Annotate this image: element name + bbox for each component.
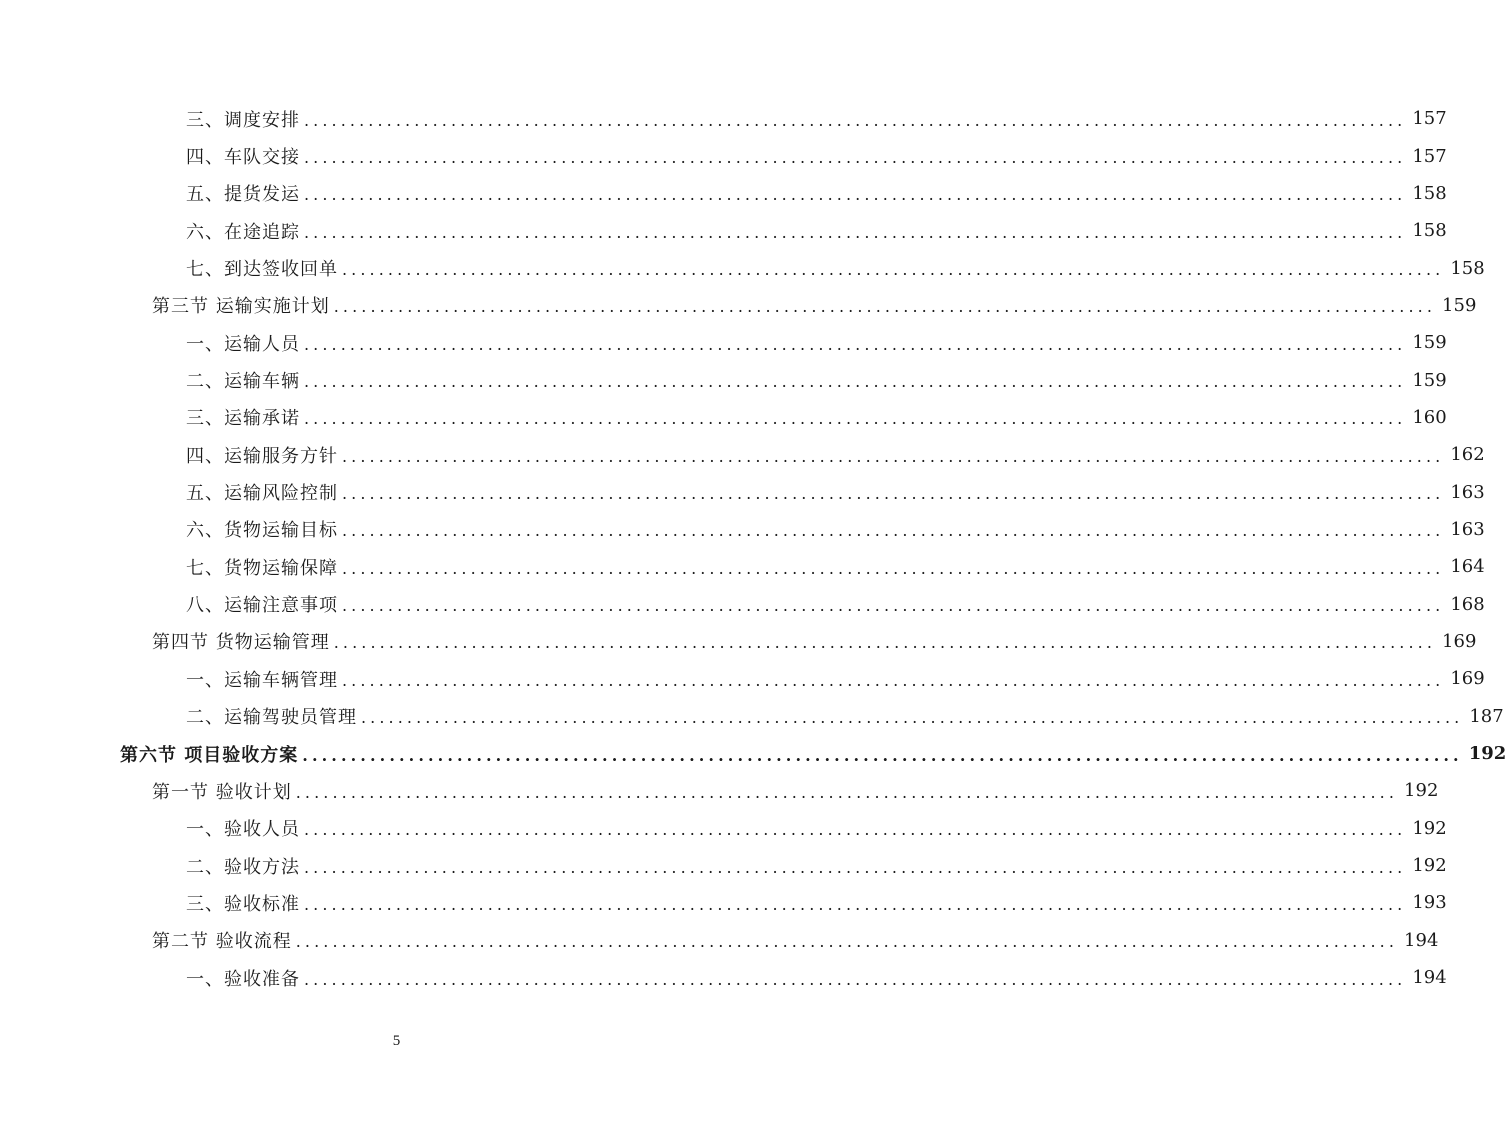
toc-entry-page: 192 <box>1412 817 1447 839</box>
toc-entry-title: 五、运输风险控制 <box>186 483 338 505</box>
toc-entry[interactable] <box>0 735 1506 772</box>
toc-dot-leader: ........................................................................................................................ <box>342 446 1445 466</box>
toc-entry-title: 七、货物运输保障 <box>186 557 338 579</box>
toc-entry[interactable] <box>0 585 1485 622</box>
toc-dot-leader: ........................................................................................................................ <box>304 148 1407 168</box>
toc-dot-leader: ........................................................................................................................ <box>342 484 1445 504</box>
toc-entry[interactable] <box>0 922 1439 959</box>
toc-dot-leader: ........................................................................................................................ <box>361 708 1464 728</box>
toc-entry-title: 三、运输承诺 <box>186 408 300 430</box>
toc-dot-leader: ........................................................................................................................ <box>295 782 1399 802</box>
toc-dot-leader: ........................................................................................................................ <box>304 894 1407 914</box>
toc-entry-page: 157 <box>1412 145 1447 167</box>
toc-entry-page: 162 <box>1450 444 1485 466</box>
toc-entry[interactable] <box>0 511 1485 548</box>
toc-entry-page: 159 <box>1412 332 1447 354</box>
toc-entry-title: 六、在途追踪 <box>186 221 300 243</box>
toc-entry[interactable] <box>0 660 1485 697</box>
toc-entry-title: 一、运输人员 <box>186 333 300 355</box>
toc-entry-title: 三、验收标准 <box>186 893 300 915</box>
toc-entry-title: 一、运输车辆管理 <box>186 669 338 691</box>
toc-dot-leader: ........................................................................................................................ <box>304 334 1407 354</box>
toc-entry-page: 160 <box>1412 406 1447 428</box>
toc-dot-leader: ........................................................................................................................ <box>295 932 1399 952</box>
toc-entry[interactable] <box>0 361 1447 398</box>
toc-entry[interactable] <box>0 249 1485 286</box>
toc-entry[interactable] <box>0 623 1477 660</box>
toc-entry-title: 第四节 货物运输管理 <box>152 632 330 654</box>
toc-entry[interactable] <box>0 847 1447 884</box>
toc-entry-title: 四、运输服务方针 <box>186 445 338 467</box>
toc-entry-title: 四、车队交接 <box>186 147 300 169</box>
toc-dot-leader: ........................................................................................................................ <box>342 670 1445 690</box>
toc-entry-title: 第六节 项目验收方案 <box>120 744 299 766</box>
toc-entry-page: 169 <box>1442 630 1477 652</box>
toc-entry[interactable] <box>0 810 1447 847</box>
toc-entry-title: 一、验收人员 <box>186 819 300 841</box>
toc-entry-page: 168 <box>1450 593 1485 615</box>
toc-dot-leader: ........................................................................................................................ <box>304 820 1407 840</box>
toc-entry-page: 164 <box>1450 556 1485 578</box>
toc-entry[interactable] <box>0 473 1485 510</box>
page-number: 5 <box>392 1033 401 1049</box>
toc-dot-leader: ........................................................................................................................ <box>302 745 1463 765</box>
toc-entry-title: 第二节 验收流程 <box>152 931 292 953</box>
toc-entry-title: 六、货物运输目标 <box>186 520 338 542</box>
toc-entry-page: 157 <box>1412 108 1447 130</box>
toc-entry-page: 159 <box>1442 294 1477 316</box>
toc-entry[interactable] <box>0 698 1504 735</box>
toc-dot-leader: ........................................................................................................................ <box>342 521 1445 541</box>
toc-entry-page: 159 <box>1412 369 1447 391</box>
toc-entry-page: 158 <box>1412 182 1447 204</box>
toc-dot-leader: ........................................................................................................................ <box>304 222 1407 242</box>
toc-entry[interactable] <box>0 884 1447 921</box>
toc-entry[interactable] <box>0 175 1447 212</box>
toc-entry-title: 一、验收准备 <box>186 968 300 990</box>
toc-entry-page: 187 <box>1469 705 1504 727</box>
toc-dot-leader: ........................................................................................................................ <box>333 297 1437 317</box>
toc-entry-title: 二、运输车辆 <box>186 371 300 393</box>
toc-dot-leader: ........................................................................................................................ <box>304 409 1407 429</box>
toc-entry-page: 163 <box>1450 481 1485 503</box>
toc-entry[interactable] <box>0 287 1477 324</box>
toc-entry-page: 158 <box>1412 220 1447 242</box>
toc-entry-page: 194 <box>1412 967 1447 989</box>
toc-entry-title: 七、到达签收回单 <box>186 259 338 281</box>
toc-entry[interactable] <box>0 548 1485 585</box>
toc-entry-page: 194 <box>1404 929 1439 951</box>
toc-entry-page: 192 <box>1412 855 1447 877</box>
toc-entry[interactable] <box>0 137 1447 174</box>
toc-dot-leader: ........................................................................................................................ <box>304 185 1407 205</box>
toc-entry-title: 二、运输驾驶员管理 <box>186 707 357 729</box>
toc-dot-leader: ........................................................................................................................ <box>342 596 1445 616</box>
toc-entry-title: 第三节 运输实施计划 <box>152 296 330 318</box>
toc-entry-page: 163 <box>1450 518 1485 540</box>
toc-entry-page: 192 <box>1468 743 1506 765</box>
toc-dot-leader: ........................................................................................................................ <box>304 110 1407 130</box>
toc-entry-page: 193 <box>1412 892 1447 914</box>
toc-entry[interactable] <box>0 324 1447 361</box>
toc-dot-leader: ........................................................................................................................ <box>304 372 1407 392</box>
toc-entry[interactable] <box>0 436 1485 473</box>
toc-entry[interactable] <box>0 399 1447 436</box>
toc-entry-title: 八、运输注意事项 <box>186 595 338 617</box>
toc-dot-leader: ........................................................................................................................ <box>304 969 1407 989</box>
toc-dot-leader: ........................................................................................................................ <box>304 857 1407 877</box>
toc-entry-title: 五、提货发运 <box>186 184 300 206</box>
toc-entry-page: 169 <box>1450 668 1485 690</box>
toc-entry-page: 192 <box>1404 780 1439 802</box>
toc-dot-leader: ........................................................................................................................ <box>342 558 1445 578</box>
toc-entry-page: 158 <box>1450 257 1485 279</box>
table-of-contents <box>0 100 1506 996</box>
toc-entry-title: 三、调度安排 <box>186 109 300 131</box>
toc-entry[interactable] <box>0 959 1447 996</box>
toc-entry-title: 二、验收方法 <box>186 856 300 878</box>
toc-entry[interactable] <box>0 100 1447 137</box>
toc-entry-title: 第一节 验收计划 <box>152 781 292 803</box>
toc-entry[interactable] <box>0 212 1447 249</box>
toc-dot-leader: ........................................................................................................................ <box>333 633 1437 653</box>
toc-dot-leader: ........................................................................................................................ <box>342 260 1445 280</box>
toc-entry[interactable] <box>0 772 1439 809</box>
